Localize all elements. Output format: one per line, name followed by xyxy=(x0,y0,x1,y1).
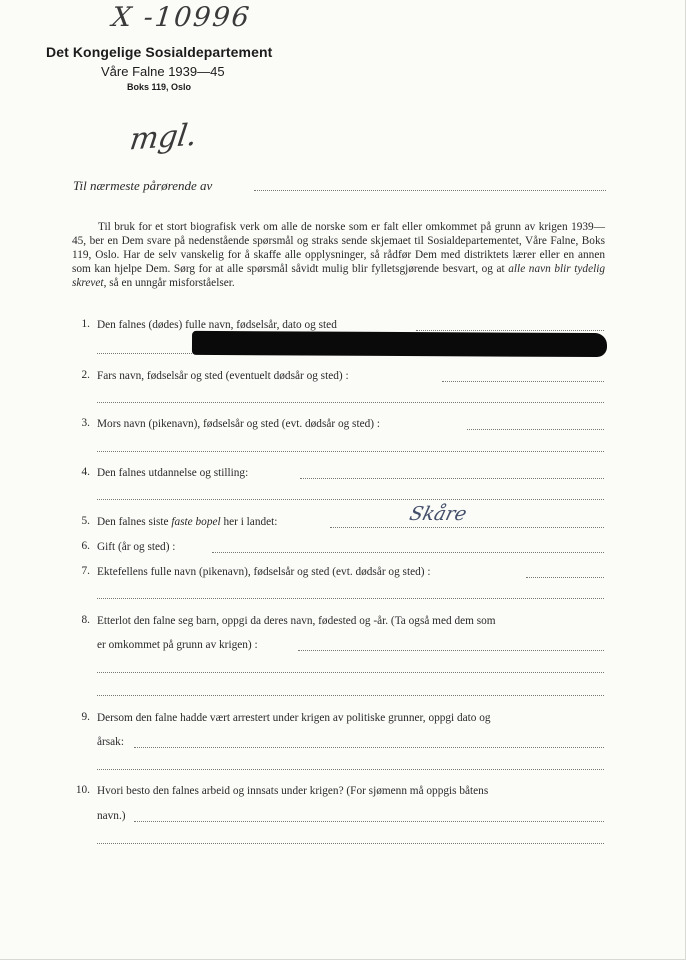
q6-field[interactable] xyxy=(212,552,604,553)
intro-paragraph xyxy=(72,221,605,291)
q7-field-line2[interactable] xyxy=(97,598,604,599)
q4-label: Den falnes utdannelse og stilling: xyxy=(97,467,249,479)
q10-number: 10. xyxy=(75,784,90,796)
q3-field-line2[interactable] xyxy=(97,451,604,452)
q8-field-line2[interactable] xyxy=(97,672,604,673)
q1-label: Den falnes (dødes) fulle navn, fødselsår, dato og sted xyxy=(97,319,337,331)
redaction-bar xyxy=(192,331,607,357)
q9-field[interactable] xyxy=(134,747,604,748)
q2-field[interactable] xyxy=(442,381,604,382)
q10-label: Hvori besto den falnes arbeid og innsats under krigen? (For sjømenn må oppgis båtens xyxy=(97,785,489,797)
q6-label: Gift (år og sted) : xyxy=(97,541,176,553)
q3-label: Mors navn (pikenavn), fødselsår og sted (evt. dødsår og sted) : xyxy=(97,418,380,430)
q2-field-line2[interactable] xyxy=(97,402,604,403)
q4-field[interactable] xyxy=(300,478,604,479)
q8-label-line2: er omkommet på grunn av krigen) : xyxy=(97,639,258,651)
q8-field[interactable] xyxy=(298,650,604,651)
addressee-label: Til nærmeste pårørende av xyxy=(73,178,213,193)
q8-field-line3[interactable] xyxy=(97,695,604,696)
intro-text-end: , så en unngår misforståelser. xyxy=(103,276,235,289)
q5-handwritten-answer: Skåre xyxy=(407,503,469,525)
handwritten-reference-number: X -10996 xyxy=(110,2,253,33)
q7-field[interactable] xyxy=(526,577,604,578)
q2-number: 2. xyxy=(81,369,90,381)
q9-label: Dersom den falne hadde vært arrestert under krigen av politiske grunner, oppgi dato og xyxy=(97,712,491,724)
letterhead-org: Det Kongelige Sosialdepartement xyxy=(46,44,273,60)
q5-label-emphasis: faste bopel xyxy=(171,516,221,528)
q8-number: 8. xyxy=(81,614,90,626)
q2-label: Fars navn, fødselsår og sted (eventuelt dødsår og sted) : xyxy=(97,370,349,382)
q5-label-text-end: her i landet: xyxy=(220,516,278,528)
q4-number: 4. xyxy=(81,466,90,478)
q9-number: 9. xyxy=(81,711,90,723)
q1-field[interactable] xyxy=(416,330,604,331)
q6-number: 6. xyxy=(81,540,90,552)
addressee-field[interactable] xyxy=(254,190,606,191)
q1-number: 1. xyxy=(81,318,90,330)
q9-label-line2: årsak: xyxy=(97,736,124,748)
q5-label-text: Den falnes siste xyxy=(97,516,172,528)
letterhead-address: Boks 119, Oslo xyxy=(127,82,192,92)
q10-label-line2: navn.) xyxy=(97,810,126,822)
letterhead-unit: Våre Falne 1939—45 xyxy=(101,64,225,79)
q5-number: 5. xyxy=(81,515,90,527)
intro-emphasis: alle navn blir tydelig skrevet xyxy=(72,262,606,289)
q7-number: 7. xyxy=(81,565,90,577)
handwritten-note: mgl. xyxy=(127,117,200,158)
intro-text: Til bruk for et stort biografisk verk om alle de norske som er falt eller omkommet på grunn av krigen 1939—45, ber en Dem svare på nedenstående spørsmål og straks sende skjemaet til Sosialdepartementet, Våre Falne, Boks 119, Oslo. Har de selv vanskelig for å skaffe alle opplysninger, så rådfør Dem med distriktets lærer eller en annen som kan hjelpe Dem. Sørg for at alle spørsmål såvidt mulig blir fylletsgjørende besvart, og at xyxy=(72,221,605,275)
q3-field[interactable] xyxy=(467,429,604,430)
q10-field[interactable] xyxy=(134,821,604,822)
q9-field-line2[interactable] xyxy=(97,769,604,770)
q5-field[interactable] xyxy=(330,527,604,528)
q4-field-line2[interactable] xyxy=(97,499,604,500)
q7-label: Ektefellens fulle navn (pikenavn), fødselsår og sted (evt. dødsår og sted) : xyxy=(97,566,431,578)
q3-number: 3. xyxy=(81,417,90,429)
q8-label: Etterlot den falne seg barn, oppgi da deres navn, fødested og -år. (Ta også med dem som xyxy=(97,615,496,627)
q10-field-line2[interactable] xyxy=(97,843,604,844)
q5-label xyxy=(97,515,277,529)
